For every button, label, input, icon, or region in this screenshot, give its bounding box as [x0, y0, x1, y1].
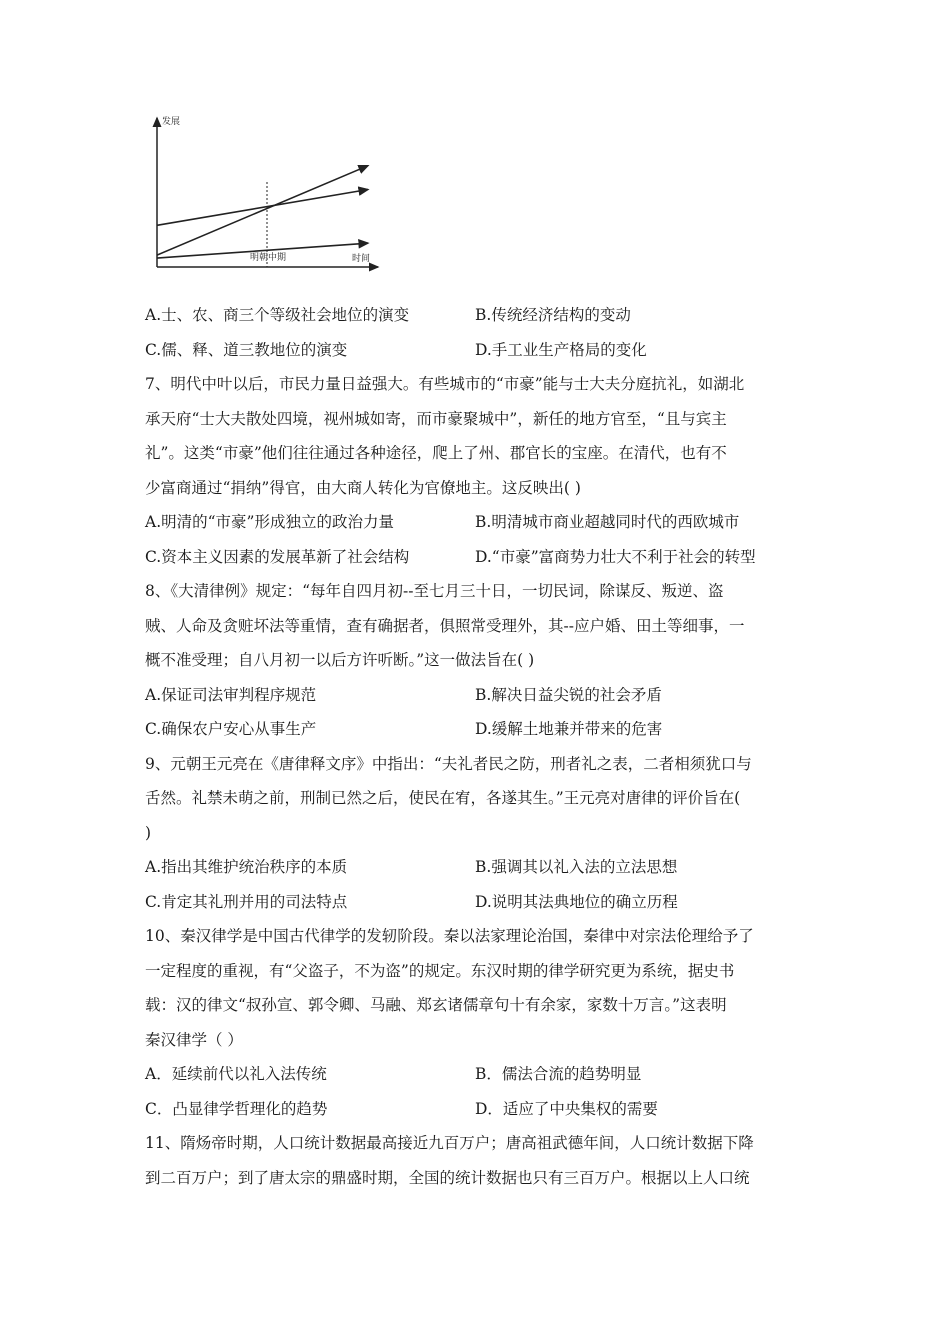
q11-line: 到二百万户；到了唐太宗的鼎盛时期，全国的统计数据也只有三百万户。根据以上人口统 — [145, 1168, 750, 1187]
q9-line: 9、元朝王元亮在《唐律释文序》中指出：“夫礼者民之防，刑者礼之表，二者相须犹口与 — [145, 754, 752, 773]
q10-option-d[interactable]: D．适应了中央集权的需要 — [475, 1099, 658, 1118]
q8-options-row2 — [145, 712, 810, 747]
q10-line: 10、秦汉律学是中国古代律学的发轫阶段。秦以法家理论治国，秦律中对宗法伦理给予了 — [145, 927, 754, 945]
q9-stem — [145, 747, 810, 851]
q7-option-b[interactable]: B.明清城市商业超越同时代的西欧城市 — [475, 513, 740, 531]
q11-stem — [145, 1126, 810, 1195]
q8-option-b[interactable]: B.解决日益尖锐的社会矛盾 — [475, 685, 662, 704]
q9-option-a[interactable]: A.指出其维护统治秩序的本质 — [145, 858, 348, 876]
question-content — [145, 298, 810, 1195]
q9-option-d[interactable]: D.说明其法典地位的确立历程 — [475, 892, 678, 911]
q7-option-c[interactable]: C.资本主义因素的发展革新了社会结构 — [145, 547, 410, 566]
q8-option-c[interactable]: C.确保农户安心从事生产 — [145, 720, 317, 738]
q8-options-row1 — [145, 678, 810, 713]
q9-line: 舌然。礼禁未萌之前，刑制已然之后，使民在宥，各遂其生。”王元亮对唐律的评价旨在( — [145, 789, 741, 807]
q9-options-row2 — [145, 885, 810, 920]
q7-line: 少富商通过“捐纳”得官，由大商人转化为官僚地主。这反映出( ) — [145, 478, 581, 497]
q6-option-b[interactable]: B.传统经济结构的变动 — [475, 306, 631, 324]
series-line-moderate — [157, 190, 368, 226]
q7-line: 礼”。这类“市豪”他们往往通过各种途径，爬上了州、郡官长的宝座。在清代，也有不 — [145, 444, 727, 462]
q9-option-b[interactable]: B.强调其以礼入法的立法思想 — [475, 858, 678, 876]
q8-option-d[interactable]: D.缓解土地兼并带来的危害 — [475, 720, 663, 738]
q11-line: 11、隋炀帝时期，人口统计数据最高接近九百万户；唐高祖武德年间，人口统计数据下降 — [145, 1134, 754, 1152]
q7-stem — [145, 367, 810, 505]
q7-options-row1 — [145, 505, 810, 540]
q10-options-row1 — [145, 1057, 810, 1092]
q9-options-row1 — [145, 850, 810, 885]
q6-option-d[interactable]: D.手工业生产格局的变化 — [475, 340, 647, 359]
q10-line: 秦汉律学（ ） — [145, 1030, 243, 1049]
q10-options-row2 — [145, 1092, 810, 1127]
q10-option-b[interactable]: B．儒法合流的趋势明显 — [475, 1065, 642, 1083]
q6-options-row2 — [145, 333, 810, 368]
q10-line: 载：汉的律文“叔孙宣、郭令卿、马融、郑玄诸儒章句十有余家，家数十万言。”这表明 — [145, 996, 727, 1014]
q8-option-a[interactable]: A.保证司法审判程序规范 — [145, 685, 317, 704]
q10-line: 一定程度的重视，有“父盗子，不为盗”的规定。东汉时期的律学研究更为系统，据史书 — [145, 961, 735, 980]
x-axis-label: 时间 — [352, 254, 371, 264]
q6-option-a[interactable]: A.士、农、商三个等级社会地位的演变 — [145, 306, 410, 324]
y-axis-label: 发展 — [162, 117, 181, 127]
series-line-steep — [157, 166, 368, 255]
q10-option-c[interactable]: C．凸显律学哲理化的趋势 — [145, 1099, 328, 1118]
q6-option-c[interactable]: C.儒、释、道三教地位的演变 — [145, 340, 348, 359]
q7-option-a[interactable]: A.明清的“市豪”形成独立的政治力量 — [145, 513, 394, 531]
q10-option-a[interactable]: A．延续前代以礼入法传统 — [145, 1065, 327, 1083]
q8-line: 8、《大清律例》规定：“每年自四月初--至七月三十日，一切民词，除谋反、叛逆、盗 — [145, 582, 724, 600]
q9-line: ) — [145, 823, 152, 842]
q8-line: 贼、人命及贪赃坏法等重情，查有确据者，俱照常受理外，其--应户婚、田土等细事，一 — [145, 616, 745, 635]
q7-option-d[interactable]: D.“市豪”富商势力壮大不利于社会的转型 — [475, 547, 756, 566]
q6-options-row1 — [145, 298, 810, 333]
q10-stem — [145, 919, 810, 1057]
q9-option-c[interactable]: C.肯定其礼刑并用的司法特点 — [145, 892, 348, 911]
q7-line: 承天府“士大夫散处四境，视州城如寄，而市豪聚城中”，新任的地方官至，“且与宾主 — [145, 409, 727, 428]
x-marker-label: 明朝中期 — [250, 253, 287, 263]
q7-options-row2 — [145, 540, 810, 575]
q8-line: 概不准受理；自八月初一以后方许听断。”这一做法旨在( ) — [145, 651, 535, 669]
q8-stem — [145, 574, 810, 678]
development-chart — [140, 110, 380, 275]
q7-line: 7、明代中叶以后，市民力量日益强大。有些城市的“市豪”能与士大夫分庭抗礼，如湖北 — [145, 375, 745, 393]
